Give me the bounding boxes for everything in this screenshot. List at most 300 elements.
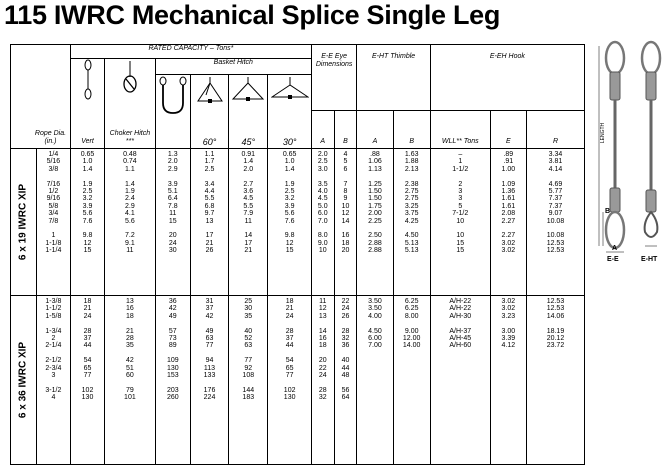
table-cell: 6 [343,165,348,173]
table-cell: 11 [169,210,177,218]
angle-45-icon [231,75,265,105]
table-cell: 9.8 [82,232,93,240]
table-cell: 4 [343,151,348,158]
table-cell: 18 [285,298,294,305]
table-cell [268,320,310,327]
table-cell [156,379,190,386]
table-cell: 2.38 [404,180,419,188]
eht-a-header-cell [357,111,393,149]
table-cell: 15 [456,239,465,247]
table-cell: 4.0 [317,187,328,195]
table-cell [491,365,526,372]
table-cell [394,372,430,379]
table-cell: 4.00 [368,312,382,320]
table-cell: 5.5 [243,202,254,210]
table-cell: 18 [318,342,327,350]
table-cell: 130 [166,364,179,372]
table-cell [37,350,70,357]
table-cell: 32 [341,334,350,342]
rope-dia-header-cell [11,45,71,149]
table-cell: 14.00 [402,342,421,350]
table-cell: 3.2 [82,195,93,203]
basket-hitch-header: Basket Hitch [155,59,311,75]
table-cell: 6.0 [317,210,328,218]
table-cell: 7.37 [548,202,563,210]
table-cell [156,173,190,180]
table-cell [335,350,357,357]
table-cell: 1.61 [501,195,516,203]
table-cell: 12 [83,239,92,247]
column-ee-a [311,149,334,296]
table-cell: 6.25 [404,298,419,305]
table-cell: 1.9 [125,187,135,195]
table-cell: 48 [341,371,350,379]
wll-header: WLL** Tons [441,138,479,145]
table-cell: 16 [318,334,327,342]
table-cell: 9.8 [284,232,295,240]
table-cell [268,225,310,232]
table-cell: 9.7 [204,210,215,218]
table-cell: 28 [318,386,327,394]
table-cell: A/H-45 [449,334,472,342]
table-cell [312,225,334,232]
table-cell: 3/4 [48,210,59,218]
table-cell [394,394,430,401]
table-cell: 22 [318,364,327,372]
column-eht-b [393,296,430,465]
table-cell [527,173,584,180]
table-cell: 42 [205,312,214,320]
column-wll [430,149,490,296]
table-cell: 16 [341,232,350,240]
eeh-hook-header: E-EH Hook [430,45,584,111]
column-hook-r [526,296,584,465]
table-cell [431,320,490,327]
table-cell: 3.02 [501,239,516,247]
group-label: 6 x 19 IWRC XIP [17,183,29,261]
table-cell: 9 [343,195,348,203]
table-cell: A/H-30 [449,312,472,320]
table-cell: 37 [83,334,92,342]
table-cell [71,379,104,386]
table-cell [394,225,430,232]
table-cell: 77 [244,357,253,365]
basket-30-header-cell [268,75,311,149]
table-cell: 7.6 [284,217,295,225]
table-cell: 3.39 [501,334,516,342]
table-cell: 3 [51,371,56,379]
table-cell [191,350,228,357]
table-cell: 2.88 [368,239,382,247]
table-cell: 183 [242,394,255,402]
table-cell: 1-1/2 [45,305,62,313]
table-cell: 12.53 [546,247,565,255]
table-cell: 10 [456,217,465,225]
table-cell: 144 [242,386,255,394]
table-cell [71,173,104,180]
table-cell: 0.91 [241,151,256,158]
table-cell: 10.08 [546,217,565,225]
column-b-60 [190,149,228,296]
table-cell [527,394,584,401]
table-cell: 73 [168,334,177,342]
choker-header: Choker Hitch *** [109,130,151,145]
table-cell: 1 [458,158,463,166]
table-cell: 15 [168,217,177,225]
hook-e-header: E [506,138,511,145]
table-cell: 14 [318,327,327,335]
table-cell: 3 [458,195,463,203]
table-cell: 4.14 [548,165,563,173]
table-cell: 1.1 [204,151,215,158]
table-cell: 1.25 [368,180,382,188]
table-cell: 21 [205,239,214,247]
eht-b-header-cell [393,111,430,149]
eht-label: E-HT [641,256,658,263]
table-cell: 102 [283,386,296,394]
table-cell: 65 [83,364,92,372]
table-cell [431,357,490,364]
group-label-cell [11,149,37,296]
table-cell [527,320,584,327]
table-cell: 5/16 [46,158,61,166]
table-cell: 9.07 [548,210,563,218]
group-label: 6 x 36 IWRC XIP [17,341,29,419]
table-cell: 2.5 [317,158,328,166]
table-cell [527,225,584,232]
table-cell: 2-1/2 [45,357,62,365]
table-cell: 23.72 [546,342,565,350]
ee-label: E-E [607,256,619,263]
column-choker [105,296,156,465]
table-cell [37,173,70,180]
table-cell: 260 [166,394,179,402]
table-cell: 4.50 [404,232,419,240]
table-cell: 2.0 [167,158,178,166]
table-cell: 0.74 [123,158,137,166]
table-cell: 1.06 [368,158,382,166]
table-cell: 2.5 [284,187,295,195]
table-cell: 3.9 [167,180,178,188]
table-cell: 52 [244,334,253,342]
table-cell: 77 [205,342,214,350]
table-cell: 5.6 [82,210,93,218]
table-cell: 4.1 [125,210,135,218]
table-cell: 44 [285,342,294,350]
table-cell [357,387,392,394]
table-cell: 15 [83,247,92,255]
table-cell [335,225,357,232]
table-cell: 54 [285,357,294,365]
table-cell: 3 [458,187,463,195]
hook-e-header-cell [490,111,526,149]
table-cell [491,387,526,394]
ee-b-header-cell [334,111,357,149]
table-cell: 1.63 [404,151,419,158]
table-cell: 94 [205,357,214,365]
table-cell [431,173,490,180]
table-cell [394,320,430,327]
table-cell: 56 [341,386,350,394]
table-cell: 1.9 [284,180,295,188]
table-cell: 35 [125,342,134,350]
table-cell [431,394,490,401]
table-cell [357,394,392,401]
table-cell [357,350,392,357]
table-cell: 11 [319,298,327,305]
table-cell: 36 [168,298,177,305]
table-cell [268,350,310,357]
table-cell: 12 [318,305,327,313]
table-cell [357,372,392,379]
table-cell: 7/16 [46,180,61,188]
table-cell: 6.8 [204,202,215,210]
table-cell [357,225,392,232]
table-cell: 3.02 [501,298,516,305]
table-cell: 1.00 [501,165,516,173]
table-cell: 2-1/4 [45,342,62,350]
table-cell: 2.00 [368,210,382,218]
table-cell: 133 [203,371,216,379]
table-cell: 24 [318,371,327,379]
table-cell: 32 [318,394,327,402]
column-eht-a [357,149,393,296]
table-cell: 4.50 [368,327,382,335]
table-cell [312,173,334,180]
table-cell: 28 [125,334,134,342]
table-cell: 153 [166,371,179,379]
table-cell: 4.5 [243,195,254,203]
table-cell: 2.5 [82,187,93,195]
table-cell: 1.4 [82,165,93,173]
table-cell: 65 [285,364,294,372]
table-cell: 37 [285,334,294,342]
table-cell: 8 [343,187,348,195]
table-cell: 14.06 [546,312,565,320]
table-cell: 101 [124,394,136,402]
table-cell: 40 [341,357,350,365]
vert-header: Vert [81,138,94,145]
table-cell: 130 [81,394,94,402]
table-cell: 21 [285,305,294,313]
table-cell: 4.69 [548,180,563,188]
table-cell: 3.0 [317,165,328,173]
table-cell [71,350,104,357]
table-cell: .88 [370,151,380,158]
table-cell: 3.9 [82,202,93,210]
table-cell: 7-1/2 [452,210,469,218]
table-cell: 1.88 [404,158,419,166]
table-cell: 4.5 [317,195,328,203]
table-cell: A/H-22 [449,305,472,313]
table-cell [394,357,430,364]
basket-vertical-icon [158,75,188,115]
table-cell [491,350,526,357]
table-cell: 7.37 [548,195,563,203]
table-cell [105,350,155,357]
column-vert [70,296,104,465]
table-cell [357,320,392,327]
table-cell [229,320,267,327]
table-cell: 5.0 [317,202,328,210]
capacity-table [10,44,585,465]
sling-illustration [593,40,665,266]
table-cell [527,379,584,386]
table-cell [394,350,430,357]
table-cell: 2.75 [404,195,419,203]
table-cell: 7/8 [48,217,59,225]
column-b-30 [268,149,311,296]
table-cell: 6.4 [167,195,178,203]
table-cell [191,379,228,386]
dim-b-label: B [605,208,611,215]
table-cell: 42 [168,305,177,313]
table-cell: 1.3 [167,151,178,158]
table-cell: 3.5 [317,180,328,188]
table-cell: 3.4 [204,180,215,188]
table-cell: 2.9 [167,165,178,173]
table-cell [491,379,526,386]
choker-header-cell [105,59,156,149]
table-cell: 5.1 [167,187,178,195]
table-cell: 5.77 [548,187,563,195]
table-cell: 24 [285,312,294,320]
hook-r-header-cell [526,111,584,149]
angle-45-label: 45° [241,137,256,147]
column-b-30 [268,296,311,465]
table-cell: 109 [166,357,179,365]
table-cell: 1.7 [204,158,215,166]
eht-thimble-header: E-HT Thimble [357,45,430,111]
table-cell [491,225,526,232]
length-label: LENGTH [600,122,607,144]
table-cell: 13 [205,217,214,225]
table-cell: 176 [203,386,216,394]
table-cell: 3.2 [284,195,295,203]
table-cell: 4.4 [204,187,215,195]
table-cell [191,173,228,180]
table-cell: 40 [244,327,253,335]
table-cell: A/H-37 [449,327,472,335]
table-cell: 2.75 [404,187,419,195]
hook-r-header: R [552,138,558,145]
table-cell: 7.00 [368,342,382,350]
table-cell: 63 [244,342,253,350]
table-cell: 3.75 [404,210,419,218]
table-cell: 3.9 [284,202,295,210]
table-cell: 18.19 [546,327,565,335]
table-cell [527,357,584,364]
table-cell: 51 [125,364,134,372]
table-cell: 7.6 [82,217,93,225]
column-b-45 [229,296,268,465]
table-cell [156,225,190,232]
table-cell: 57 [168,327,177,335]
table-cell [191,320,228,327]
table-cell [156,350,190,357]
table-cell [335,379,357,386]
table-cell: 1/4 [48,151,59,158]
table-cell: 8.00 [404,312,419,320]
table-cell [431,365,490,372]
table-cell: 49 [205,327,214,335]
ee-eye-header: E-E Eye Dimensions [311,45,356,111]
table-cell: 2.27 [501,217,516,225]
table-cell: 24 [341,305,350,313]
table-cell: 5/8 [48,202,59,210]
table-cell: 77 [285,371,294,379]
table-cell: 1-1/2 [452,165,469,173]
table-cell: 9.00 [404,327,419,335]
table-cell: A/H-22 [449,298,472,305]
table-cell [268,379,310,386]
column-hook-e [490,296,526,465]
table-cell: 1.4 [284,165,295,173]
table-cell: 130 [283,394,296,402]
table-cell: – [458,151,463,158]
column-dia [36,296,70,465]
table-cell [335,173,357,180]
table-cell: 44 [341,364,350,372]
table-cell: 3.34 [548,151,563,158]
table-cell [357,365,392,372]
table-cell: 102 [81,386,94,394]
table-cell [37,225,70,232]
table-cell: 15 [285,247,294,255]
table-cell: 9/16 [46,195,61,203]
table-cell: 17 [205,232,214,240]
table-cell: 24 [83,312,92,320]
table-cell: 16 [125,305,134,313]
table-cell: 11 [244,217,252,225]
column-eht-b [393,149,430,296]
table-cell: 1.36 [501,187,516,195]
table-cell [37,320,70,327]
table-cell [312,350,334,357]
table-cell: 18 [341,239,350,247]
table-cell: 4 [51,394,56,402]
table-cell: 36 [341,342,350,350]
eht-a-header: A [372,138,378,145]
table-cell: 20.12 [546,334,565,342]
column-ee-a [311,296,334,465]
group-row [11,296,585,465]
basket-60-header-cell [190,75,228,149]
table-cell: 3.6 [243,187,254,195]
table-cell: 2.08 [501,210,516,218]
table-cell: 26 [205,247,214,255]
table-cell: 12.53 [546,298,565,305]
table-cell: 28 [83,327,92,335]
table-cell: 20 [341,247,350,255]
table-cell: 12 [341,210,350,218]
table-cell: 5.13 [404,247,419,255]
table-cell [71,320,104,327]
table-cell [105,320,155,327]
table-cell: 1.09 [501,180,516,188]
table-cell: 14 [244,232,253,240]
table-cell: 2.7 [243,180,254,188]
page-title: 115 IWRC Mechanical Splice Single Leg [4,0,501,30]
table-cell [312,379,334,386]
table-cell: 108 [242,371,255,379]
table-cell: 2.13 [404,165,419,173]
table-cell: 13 [125,298,134,305]
table-cell: 1.0 [82,158,93,166]
table-cell: 79 [125,386,134,394]
table-cell: 10 [341,202,350,210]
table-cell: 3.81 [548,158,563,166]
